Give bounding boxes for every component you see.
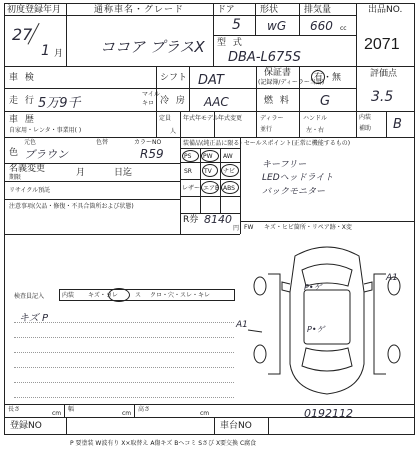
handle-options: 左・右 (306, 127, 325, 134)
equip-ps: PS (184, 153, 192, 160)
car-damage-diagram (240, 234, 415, 404)
dealer-label: ディラー (260, 115, 284, 122)
car-rear-window (302, 348, 352, 371)
height-label: 高さ (138, 406, 151, 413)
inspector-cat-4: クロ・穴・スレ・キレ (150, 292, 210, 299)
inspector-note: キズ P (19, 313, 49, 324)
sales-point-2: LEDヘッドライト (262, 173, 334, 183)
r-ticket-value: 8140 (204, 213, 232, 226)
reg-no-label: 登録NO (10, 421, 42, 431)
equip-airbag-circle (201, 181, 219, 194)
warranty-circle (311, 70, 325, 84)
equip-aw: AW (223, 153, 233, 160)
day-label: 日迄 (114, 168, 133, 178)
equip-sr: SR (184, 168, 192, 175)
mileage-unit-top: マイル (142, 91, 160, 98)
chassis-no-value: 0192112 (304, 407, 353, 420)
model-code-label: 型 式 (217, 38, 244, 48)
fuel-value: G (320, 94, 331, 109)
ac-value: AAC (204, 95, 229, 109)
length-unit: cm (52, 410, 62, 417)
car-side-right (374, 274, 386, 374)
model-grade-value: ココア プラスX (100, 38, 205, 56)
equip-abs: ABS (223, 185, 235, 192)
diagram-mark-a1-left: A1 (236, 320, 248, 330)
paint-label: 色替 (96, 139, 109, 146)
model-code-value: DBA-L675S (228, 50, 301, 65)
width-label: 幅 (68, 406, 75, 413)
displacement-unit: cc (340, 25, 347, 32)
orig-color-label: 元色 (24, 139, 37, 146)
capacity-unit: 人 (170, 128, 177, 135)
listing-no-value: 2071 (364, 36, 400, 53)
fw-legend: キズ・ヒビ箇所・リペア跡・X変 (264, 224, 352, 231)
length-label: 長さ (8, 406, 21, 413)
displacement-value: 660 (310, 19, 333, 33)
equip-pw: PW (203, 153, 213, 160)
capacity-label: 定員 (159, 115, 172, 122)
doors-value: 5 (232, 17, 241, 33)
equip-airbag: エアB (203, 185, 220, 192)
warranty-label: 保証書 (264, 68, 292, 78)
name-change-sub: 期限 (9, 174, 22, 181)
equipment-title: 装備品(純正品に限る) (183, 140, 242, 147)
equip-tv-circle (202, 164, 218, 177)
inspector-cat-circle (108, 288, 130, 302)
diagram-mark-p-rear: P•ゲ (307, 325, 325, 334)
car-mirror-left (282, 282, 290, 292)
equip-pw-circle (201, 150, 219, 162)
car-roof (304, 290, 350, 344)
shift-value: DAT (198, 73, 224, 88)
car-side-left (268, 274, 280, 374)
equip-tv: TV (204, 168, 212, 175)
warranty-sub: (記録簿/ディーラー当用) (258, 79, 325, 86)
mileage-label: 走 行 (9, 96, 36, 106)
history-label: 車 歴 (9, 115, 36, 125)
color-value: ブラウン (24, 148, 68, 161)
doors-label: ドア (217, 5, 235, 15)
first-reg-label: 初度登録年月 (7, 5, 62, 15)
listing-no-label: 出品NO. (368, 5, 403, 15)
model-grade-label: 通称車名・グレード (94, 5, 185, 15)
sales-point-1: キーフリー (262, 160, 307, 170)
history-sub: 自家用・レンタ・事業用( ) (9, 127, 82, 134)
car-body-outline (290, 247, 364, 394)
interior-label: 内装 (359, 114, 372, 121)
sales-points-title: セールスポイント(正常に機能するもの) (244, 140, 351, 147)
inspector-cat-1: 内装 (62, 292, 75, 299)
equip-navi-circle (221, 164, 239, 177)
fw-label: FW (244, 224, 254, 231)
dealer-sub: 並行 (260, 126, 273, 133)
damage-legend: P 要塗装 W波有り X×取替え A傷キズ Bヘコミ Sさび X要交換 C腐食 (70, 440, 257, 447)
score-value: 3.5 (371, 89, 394, 105)
auction-sheet (4, 3, 415, 435)
r-ticket-unit: 円 (233, 225, 240, 232)
inspector-cat-3: ス (135, 292, 142, 299)
fuel-label: 燃 料 (264, 96, 291, 106)
month-unit: 月 (54, 49, 64, 59)
interior-sub: 補助 (359, 125, 372, 132)
height-unit: cm (200, 410, 210, 417)
notes-title: 注意事項(欠品・修復・不具合箇所および状態) (9, 203, 134, 210)
ac-label: 冷 房 (160, 96, 187, 106)
wheel-rear-left (254, 345, 266, 363)
shape-label: 形状 (260, 5, 279, 15)
wheel-rear-right (388, 345, 400, 363)
inspector-title: 検査員記入 (14, 293, 45, 300)
width-unit: cm (122, 410, 132, 417)
score-label: 評価点 (370, 69, 398, 79)
shift-label: シフト (160, 73, 188, 83)
interior-value: B (393, 117, 402, 132)
change-year-label: 年式年モデル (183, 115, 219, 122)
name-change-label: 名義変更 (9, 164, 46, 174)
wheel-front-left (254, 277, 266, 295)
first-reg-year: 27 (12, 25, 33, 44)
diagram-mark-a1-right: A1 (386, 273, 398, 283)
change-year-sub: 年式変更 (218, 115, 243, 122)
recycle-label: リサイクル預託 (9, 187, 51, 194)
mileage-value: 5万9千 (38, 96, 81, 111)
inspection-label: 車 検 (9, 73, 36, 83)
chassis-no-label: 車台NO (220, 421, 252, 431)
sales-point-3: バックモニター (262, 187, 326, 197)
color-label: 色 (9, 148, 19, 158)
equip-navi: ナビ (223, 168, 236, 175)
shape-value: wG (267, 19, 287, 33)
car-mirror-right (364, 282, 372, 292)
equip-ps-circle (182, 150, 199, 162)
color-no-label: カラーNO (134, 139, 162, 146)
equip-abs-circle (221, 181, 239, 194)
diagram-mark-p-front: P•ゲ (304, 283, 322, 292)
handle-label: ハンドル (303, 115, 328, 122)
r-ticket-label: R券 (183, 215, 199, 225)
color-no-value: R59 (140, 147, 164, 161)
diagram-leader-line (248, 330, 262, 332)
equip-leather: レザー (182, 185, 201, 192)
month-label: 月 (76, 168, 86, 178)
displacement-label: 排気量 (304, 5, 332, 15)
warranty-options: 有・無 (314, 73, 342, 83)
mileage-unit-bottom: キロ (142, 100, 155, 107)
first-reg-month: 1 (41, 43, 50, 59)
inspector-cat-2: キズ・ヨレ (88, 292, 118, 299)
